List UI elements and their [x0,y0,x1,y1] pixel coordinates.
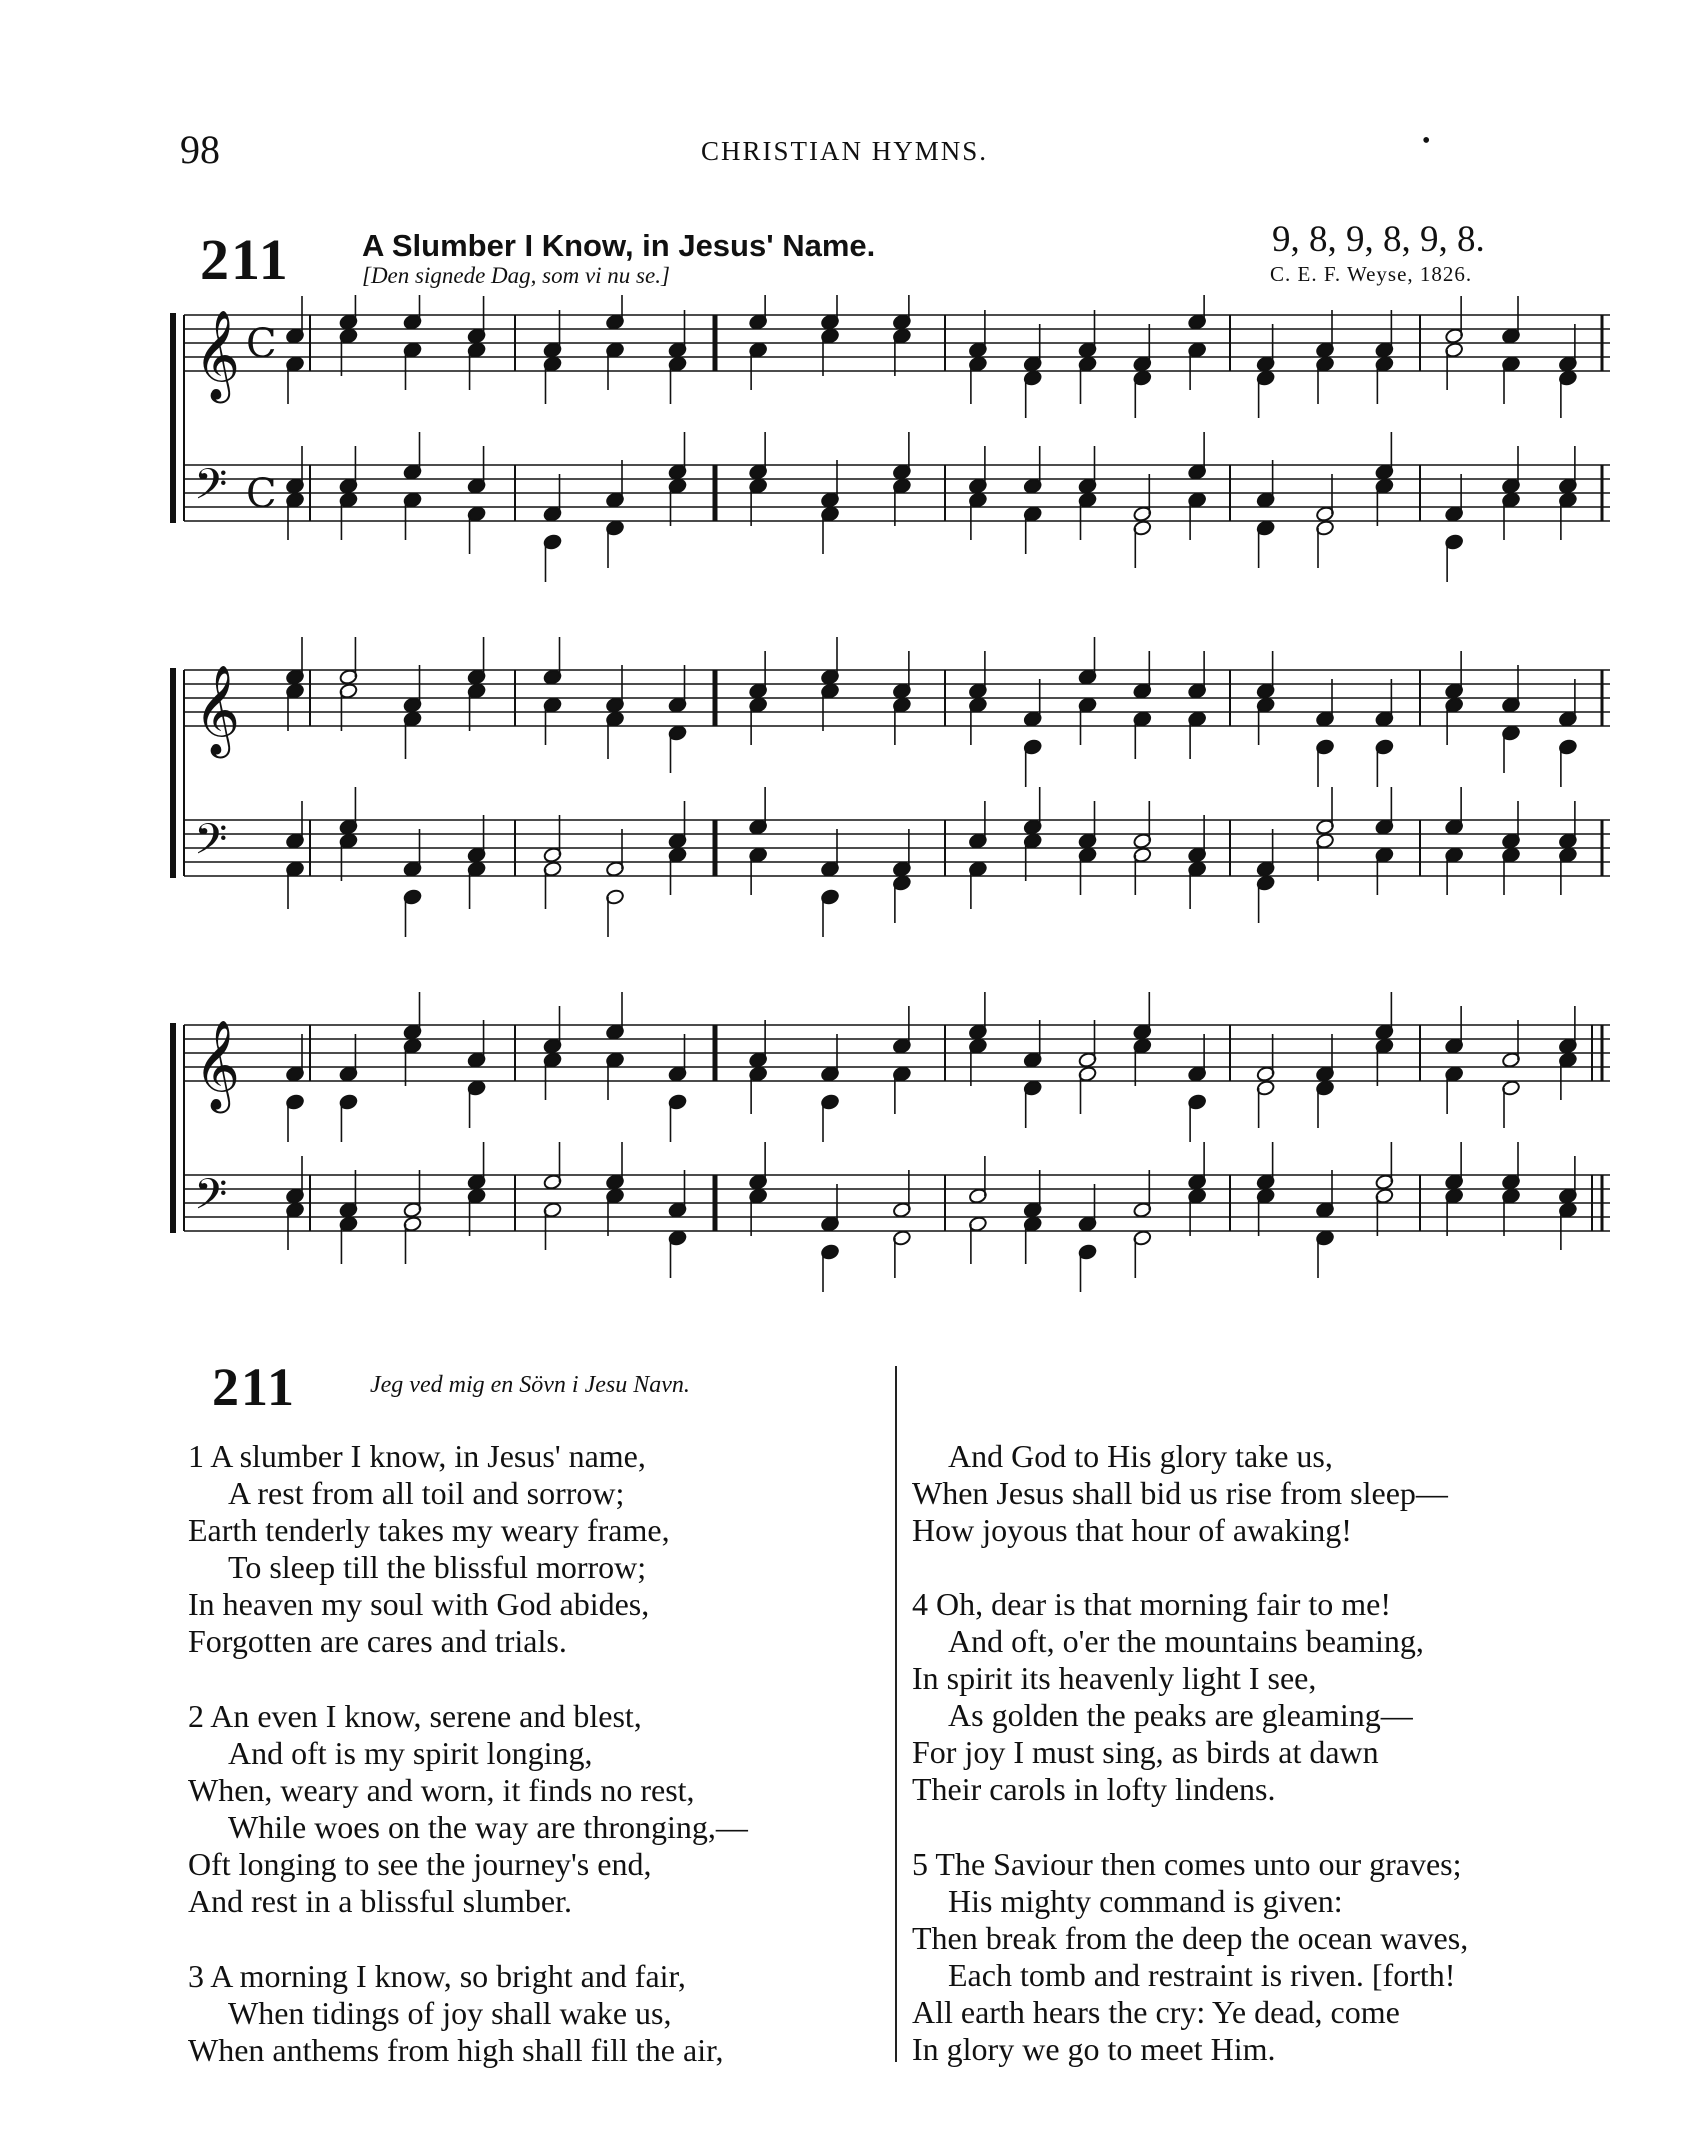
verse-line: To sleep till the blissful morrow; [228,1549,647,1585]
bass-clef-icon: 𝄢 [194,815,228,875]
verse-line: 2 An even I know, serene and blest, [188,1698,642,1734]
verse-line: How joyous that hour of awaking! [912,1512,1352,1548]
verse-line: In heaven my soul with God abides, [188,1586,650,1622]
verse-line: 1 A slumber I know, in Jesus' name, [188,1438,646,1474]
verse-line: Each tomb and restraint is riven. [forth! [948,1957,1456,1993]
verse-line: Forgotten are cares and trials. [188,1623,567,1659]
hymn-composer: C. E. F. Weyse, 1826. [1270,262,1473,286]
running-title: CHRISTIAN HYMNS. [700,136,989,166]
music-score [170,295,1630,1355]
time-signature-icon: C [246,321,277,367]
verse-line: And God to His glory take us, [948,1438,1333,1474]
verse-line: In glory we go to meet Him. [912,2031,1276,2067]
verse-line: Oft longing to see the journey's end, [188,1846,652,1882]
system-bracket [170,313,176,523]
bass-clef-icon: 𝄢 [194,460,228,520]
verse-line: As golden the peaks are gleaming— [948,1697,1413,1733]
verse-line: For joy I must sing, as birds at dawn [912,1734,1379,1770]
verse-line: 5 The Saviour then comes unto our graves; [912,1846,1462,1882]
treble-clef-icon: 𝄞 [194,310,241,400]
verse-line: And oft, o'er the mountains beaming, [948,1623,1424,1659]
bass-clef-icon: 𝄢 [194,1170,228,1230]
verse-line: When, weary and worn, it finds no rest, [188,1772,695,1808]
verse-line: And oft is my spirit longing, [228,1735,593,1771]
verse-line: Then break from the deep the ocean waves, [912,1920,1469,1956]
hymn-meter: 9, 8, 9, 8, 9, 8. [1272,219,1485,260]
verse-line: All earth hears the cry: Ye dead, come [912,1994,1400,2030]
column-divider [895,1366,897,2062]
text-hymn-number: 211 [212,1357,297,1417]
page-number: 98 [180,127,220,172]
verse-line: When anthems from high shall fill the air, [188,2032,724,2068]
verse-line: When Jesus shall bid us rise from sleep— [912,1475,1448,1511]
verse-line: While woes on the way are thronging,— [228,1809,748,1845]
verse-line: His mighty command is given: [948,1883,1343,1919]
hymn-number: 211 [200,227,290,292]
verse-line: And rest in a blissful slumber. [188,1883,572,1919]
verse-line: In spirit its heavenly light I see, [912,1660,1317,1696]
verse-line: When tidings of joy shall wake us, [228,1995,672,2031]
hymn-original-title: [Den signede Dag, som vi nu se.] [362,263,670,288]
time-signature-icon: C [246,471,277,517]
text-danish-title: Jeg ved mig en Sövn i Jesu Navn. [370,1372,690,1398]
verse-line: 4 Oh, dear is that morning fair to me! [912,1586,1391,1622]
verse-line: A rest from all toil and sorrow; [228,1475,625,1511]
system-bracket [170,668,176,878]
verse-line: Earth tenderly takes my weary frame, [188,1512,670,1548]
system-bracket [170,1023,176,1233]
print-speck: • [1422,128,1431,154]
hymn-title: A Slumber I Know, in Jesus' Name. [362,228,876,263]
treble-clef-icon: 𝄞 [194,665,241,755]
verse-line: Their carols in lofty lindens. [912,1771,1276,1807]
verse-line: 3 A morning I know, so bright and fair, [188,1958,686,1994]
treble-clef-icon: 𝄞 [194,1020,241,1110]
